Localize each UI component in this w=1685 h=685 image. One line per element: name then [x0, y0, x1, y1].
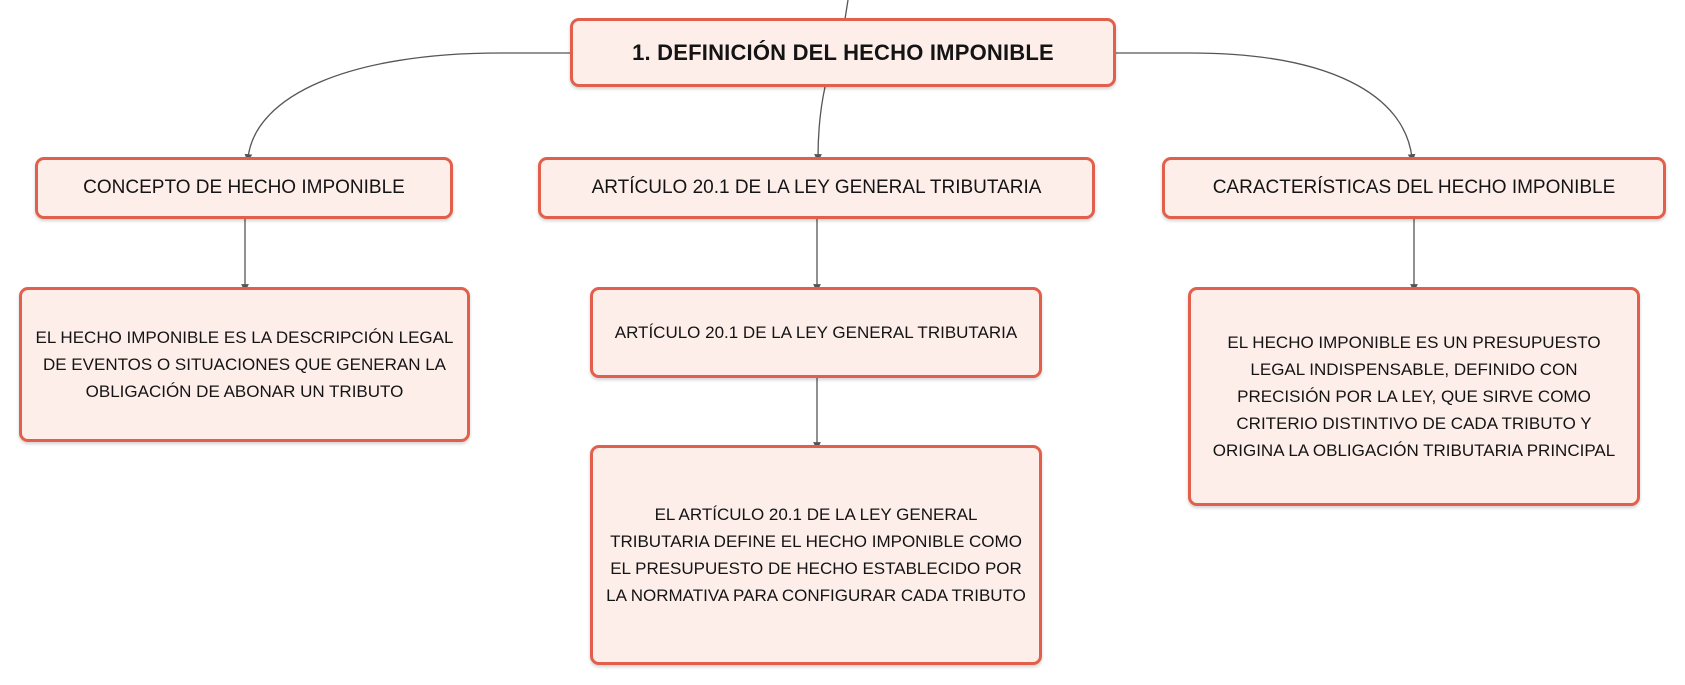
topic-label-articulo: ARTÍCULO 20.1 DE LA LEY GENERAL TRIBUTARIA [591, 177, 1042, 198]
detail-text-caracteristicas: EL HECHO IMPONIBLE ES UN PRESUPUESTO LEGAL INDISPENSABLE, DEFINIDO CON PRECISIÓN POR LA LEY, QUE SIRVE COMO CRITERIO DISTINTIVO DE CADA TRIBUTO Y ORIGINA LA OBLIGACIÓN TRIBUTARIA PRINCIPAL [1212, 333, 1616, 460]
topic-node-concepto[interactable] [35, 157, 453, 219]
connector-incoming-root [845, 0, 848, 19]
detail-node-caracteristicas[interactable] [1188, 287, 1640, 506]
connector-root-to-concepto [248, 53, 572, 158]
detail-text-concepto: EL HECHO IMPONIBLE ES LA DESCRIPCIÓN LEGAL DE EVENTOS O SITUACIONES QUE GENERAN LA OBLIGACIÓN DE ABONAR UN TRIBUTO [35, 328, 454, 401]
root-node[interactable] [570, 18, 1116, 87]
connector-root-to-caracteristicas [1115, 53, 1412, 158]
subdetail-node-articulo[interactable] [590, 445, 1042, 665]
topic-node-caracteristicas[interactable] [1162, 157, 1666, 219]
connector-root-to-articulo [818, 87, 825, 158]
detail-node-concepto[interactable] [19, 287, 470, 442]
topic-label-caracteristicas: CARACTERÍSTICAS DEL HECHO IMPONIBLE [1212, 177, 1616, 198]
root-label: 1. DEFINICIÓN DEL HECHO IMPONIBLE [632, 39, 1054, 65]
topic-label-concepto: CONCEPTO DE HECHO IMPONIBLE [83, 177, 405, 198]
detail-text-articulo: ARTÍCULO 20.1 DE LA LEY GENERAL TRIBUTARIA [614, 323, 1018, 342]
subdetail-text-articulo: EL ARTÍCULO 20.1 DE LA LEY GENERAL TRIBUTARIA DEFINE EL HECHO IMPONIBLE COMO EL PRESUPUESTO DE HECHO ESTABLECIDO POR LA NORMATIVA PARA CONFIGURAR CADA TRIBUTO [606, 505, 1026, 605]
detail-node-articulo[interactable] [590, 287, 1042, 378]
topic-node-articulo[interactable] [538, 157, 1095, 219]
